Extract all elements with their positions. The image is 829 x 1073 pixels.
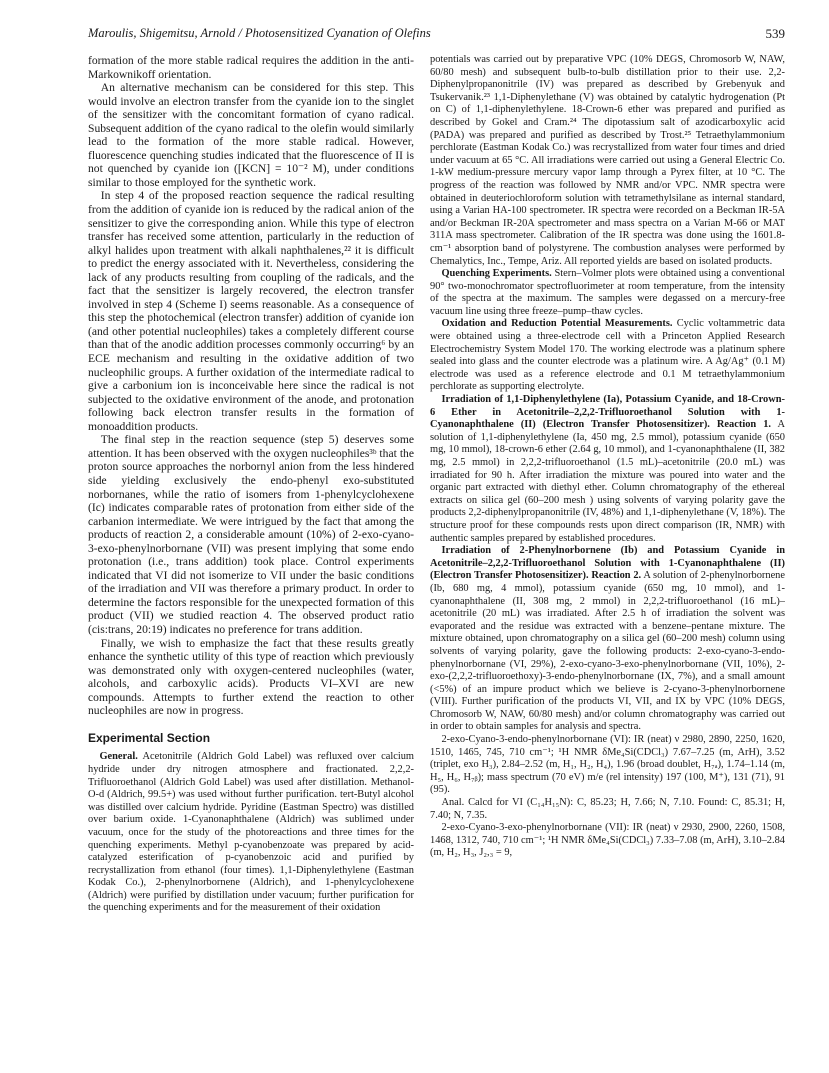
- run-in-heading: General.: [99, 751, 138, 763]
- paragraph-redox: [430, 318, 785, 394]
- section-heading: Experimental Section: [88, 730, 211, 745]
- paragraph-text: A solution of 2-phenylnorbornene (Ib, 680 mg, 4 mmol), potassium cyanide (650 mg, 10 mmol), and 1-cyanonaphthalene (II, 308 mg, 2 mmol) in 2,2,2-trifluoroethanol (16 mL)–acetonitrile (20 mL) was irradiated. After 2.5 h of irradiation the solvent was evaporated and the residue was extracted with a benzene–pentane mixture. The mixture obtained, upon chromatography on a silica gel (60–200 mesh) column using solvents of varying polarity, gave the following products: 2-exo-cyano-3-endo-phenylnorbornane (VI, 29%), 2-exo-cyano-3-exo-phenylnorbornane (VII, 10%), 2-exo-(2,2,2-trifluoroethoxy)-3-endo-phenylnorbornane (IX, 7%), and a small amount (<5%) of an impure product which we believe is 2-cyano-3-phenylnorbornene (VIII). Further purification of the products VI, VII, and IX by VPC (10% DEGS, Chromosorb W, NAW, 60/80 mesh) and/or column chromatography was carried out in order to obtain samples for analysis and spectra.: [430, 570, 785, 733]
- paragraph: In step 4 of the proposed reaction sequence the radical resulting from the addition of cyanide ion is reduced by the radical anion of the sensitizer to give the corresponding anion. While this type of electron transfer has received some attention, particularly in the reduction of alkyl halides upon treatment with alkali naphthalenes,²² it is difficult to predict the energy associated with it. Nevertheless, considering the lack of any products resulting from coupling of the radicals, and the fact that the sensitizer is largely recovered, the electron transfer involved in step 4 (Scheme I) seems reasonable. As a consequence of this step the photochemical (electron transfer) addition of cyanide ion (and other potential nucleophiles) takes a completely different course than that of the anodic addition processes commonly occurring⁶ by an ECE mechanism and resulting in the oxidative addition of two nucleophilic groups. A further oxidation of the intermediate radical to give a carbonium ion is inconceivable here since the radical is not subjected to the oxidative environment of the anode, and protonation following back electron transfer results in the formation of monoaddition products.: [88, 189, 414, 433]
- paragraph-quenching: [430, 268, 785, 318]
- paragraph-text: Acetonitrile (Aldrich Gold Label) was refluxed over calcium hydride under dry nitrogen atmosphere and fractionated. 2,2,2-Trifluoroethanol (Aldrich Gold Label) was used after distillation. Methanol-O-d (Aldrich, 99.5+) was used without further purification. tert-Butyl alcohol was distilled over calcium hydride. Pyridine (Eastman Spectro) was distilled over barium oxide. 1-Cyanonaphthalene (Aldrich) was sublimed under vacuum, once for the study of the photoreactions and three times for the quenching experiments. Methyl p-cyanobenzoate was prepared by acid-catalyzed esterification of p-cyanobenzoic acid and purified by recrystallization from ethanol (four times). 1,1-Diphenylethylene (Eastman Kodak Co.), 2-phenylnorbornene (Aldrich), and 1-phenylcyclohexene (Aldrich) were purified by distillation under vacuum; further purification for the quenching experiments and for the measurement of their oxidation: [88, 751, 414, 914]
- run-in-heading: Oxidation and Reduction Potential Measurements.: [441, 318, 673, 330]
- run-in-heading: Irradiation of 1,1-Diphenylethylene (Ia), Potassium Cyanide, and 18-Crown-6 Ether in Acetonitrile–2,2,2-Trifluoroethanol Solution with 1-Cyanonaphthalene (II) (Electron Transfer Photosensitizer). Reaction 1.: [430, 394, 785, 431]
- paragraph: formation of the more stable radical requires the addition in the anti-Markownikoff orientation.: [88, 54, 414, 81]
- run-in-heading: Irradiation of 2-Phenylnorbornene (Ib) and Potassium Cyanide in Acetonitrile–2,2,2-Trifluoroethanol Solution with 1-Cyanonaphthalene (II) (Electron Transfer Photosensitizer). Reaction 2.: [430, 545, 785, 582]
- paragraph-text: Cyclic voltammetric data were obtained using a three-electrode cell with a Princeton Applied Research Electrochemistry System Model 170. The working electrode was a platinum sphere sealed into glass and the counter electrode was a platinum wire. A Ag/Ag⁺ (0.1 M) electrode was used as a reference electrode and 0.1 M tetraethylammonium perchlorate as supporting electrolyte.: [430, 318, 785, 393]
- page-header: [88, 26, 785, 46]
- page-number: 539: [765, 26, 785, 41]
- paragraph-analysis-vi: Anal. Calcd for VI (C₁₄H₁₅N): C, 85.23; H, 7.66; N, 7.10. Found: C, 85.31; H, 7.40; N, 7.35.: [430, 797, 785, 821]
- paragraph-compound-vii: 2-exo-Cyano-3-exo-phenylnorbornane (VII): IR (neat) ν 2930, 2900, 2260, 1508, 1468, 1312, 740, 710 cm⁻¹; ¹H NMR δMe₄Si(CDCl₃) 7.33–7.08 (m, ArH), 3.10–2.84 (m, H₂, H₃, J₂,₃ = 9,: [430, 822, 785, 859]
- run-in-heading: Quenching Experiments.: [441, 268, 552, 280]
- running-head: Maroulis, Shigemitsu, Arnold / Photosensitized Cyanation of Olefins: [88, 26, 431, 40]
- paragraph: Finally, we wish to emphasize the fact that these results greatly enhance the synthetic utility of this type of reaction which previously was demonstrated only with oxygen-centered nucleophiles (water, alcohols, and carboxylic acids). Products VI–XVI are new compounds. Attempts to further extend the reaction to other nucleophiles are now in progress.: [88, 636, 414, 718]
- paragraph-reaction-1: [430, 394, 785, 545]
- paragraph-general: [88, 751, 414, 915]
- paragraph: The final step in the reaction sequence (step 5) deserves some attention. It has been observed with the oxygen nucleophiles³ᵇ that the proton source approaches the norbornyl anion from the less hindered side yielding exclusively the endo-phenyl exo-substituted norbornanes, while the ratio of isomers from 1-phenylcyclohexene (Ic) indicates comparable rates of protonation from either side of the carbanion intermediate. We were intrigued by the fact that among the products of reaction 2, a considerable amount (10%) of 2-exo-cyano-3-exo-phenylnorbornane (VII) was present implying that some endo protonation (i.e., trans addition) took place. Control experiments indicated that VI did not isomerize to VII under the basic conditions of the irradiation and VII was therefore a primary product. In order to determine the factors responsible for the unexpected formation of this product (VII) we studied reaction 4. The observed product ratio (cis:trans, 20:19) indicates no preference for trans addition.: [88, 433, 414, 636]
- paragraph-reaction-2: [430, 545, 785, 734]
- left-column: [88, 54, 414, 915]
- paragraph-text: A solution of 1,1-diphenylethylene (Ia, 450 mg, 2.5 mmol), potassium cyanide (650 mg, 10 mmol), 18-crown-6 ether (2.64 g, 10 mmol), and 1-cyanonaphthalene (II, 382 mg, 2.5 mmol) in 2,2,2-trifluoroethanol (1.5 mL)–acetonitrile (20.0 mL) was irradiated for 90 h. After irradiation the mixture was poured into water and the organic part extracted with diethyl ether. Column chromatography of the ethereal extracts on silica gel (60–200 mesh ) using solvents of varying polarity gave the products 2,2-diphenylpropanonitrile (IV, 48%) and 1,1-diphenylethane (V, 18%). The structure proof for these compounds rests upon direct comparison (IR, NMR) with authentic samples prepared by established procedures.: [430, 419, 785, 544]
- paragraph: potentials was carried out by preparative VPC (10% DEGS, Chromosorb W, NAW, 60/80 mesh) and subsequent bulb-to-bulb distillation prior to their use. 2,2-Diphenylpropanonitrile (IV) was prepared as described by Grebenyuk and Tsukervanik.²³ 1,1-Diphenylethane (V) was obtained by catalytic hydrogenation (Pt on C) of 1,1-diphenylethylene. 18-Crown-6 ether was prepared and purified as described by Gokel and Cram.²⁴ The dipotassium salt of azodicarboxylic acid (PADA) was prepared and purified as described by Trost.²⁵ Tetraethylammonium perchlorate (Eastman Kodak Co.) was recrystallized from water four times and dried under vacuum at 65 °C. All irradiations were carried out using a General Electric Co. 1-kW medium-pressure mercury vapor lamp through a Pyrex filter, at 10 °C. The progress of the reaction was followed by NMR and/or VPC. NMR spectra were obtained in deuteriochloroform solution with tetramethylsilane as internal standard, using a Varian HA-100 spectrometer. IR spectra were recorded on a Beckman IR-5A and/or Beckman IR-20A spectrometer and mass spectra on a Varian M-66 or MAT 311A mass spectrometer. Calibration of the IR spectra was done using the 1601.8-cm⁻¹ absorption band of polystyrene. The combustion analyses were performed by Chemalytics, Inc., Tempe, Ariz. All reported yields are based on isolated products.: [430, 54, 785, 267]
- paragraph: An alternative mechanism can be considered for this step. This would involve an electron transfer from the cyanide ion to the singlet of the sensitizer with the concomitant formation of cyano radical. Subsequent addition of the cyano radical to the olefin would similarly lead to the formation of the more stable radical. However, fluorescence quenching studies indicated that the fluorescence of II is not quenched by cyanide ion ([KCN] = 10⁻² M), under conditions similar to those employed for the synthetic work.: [88, 81, 414, 189]
- paragraph-compound-vi: 2-exo-Cyano-3-endo-phenylnorbornane (VI): IR (neat) ν 2980, 2890, 2250, 1620, 1510, 1465, 745, 710 cm⁻¹; ¹H NMR δMe₄Si(CDCl₃) 7.67–7.25 (m, ArH), 3.52 (triplet, exo H₃), 2.84–2.52 (m, H₁, H₂, H₄), 1.96 (broad doublet, H₇ₐ), 1.74–1.14 (m, H₅, H₆, H₇ᵦ); mass spectrum (70 eV) m/e (rel intensity) 197 (100, M⁺), 131 (71), 91 (95).: [430, 734, 785, 796]
- paragraph-text: Stern–Volmer plots were obtained using a conventional 90° two-monochromator spectrofluorimeter at room temperature, from the intensity of the spectra at the maximum. The samples were degassed on a mercury-free vacuum line using three freeze–pump–thaw cycles.: [430, 268, 785, 317]
- right-column: [430, 54, 785, 860]
